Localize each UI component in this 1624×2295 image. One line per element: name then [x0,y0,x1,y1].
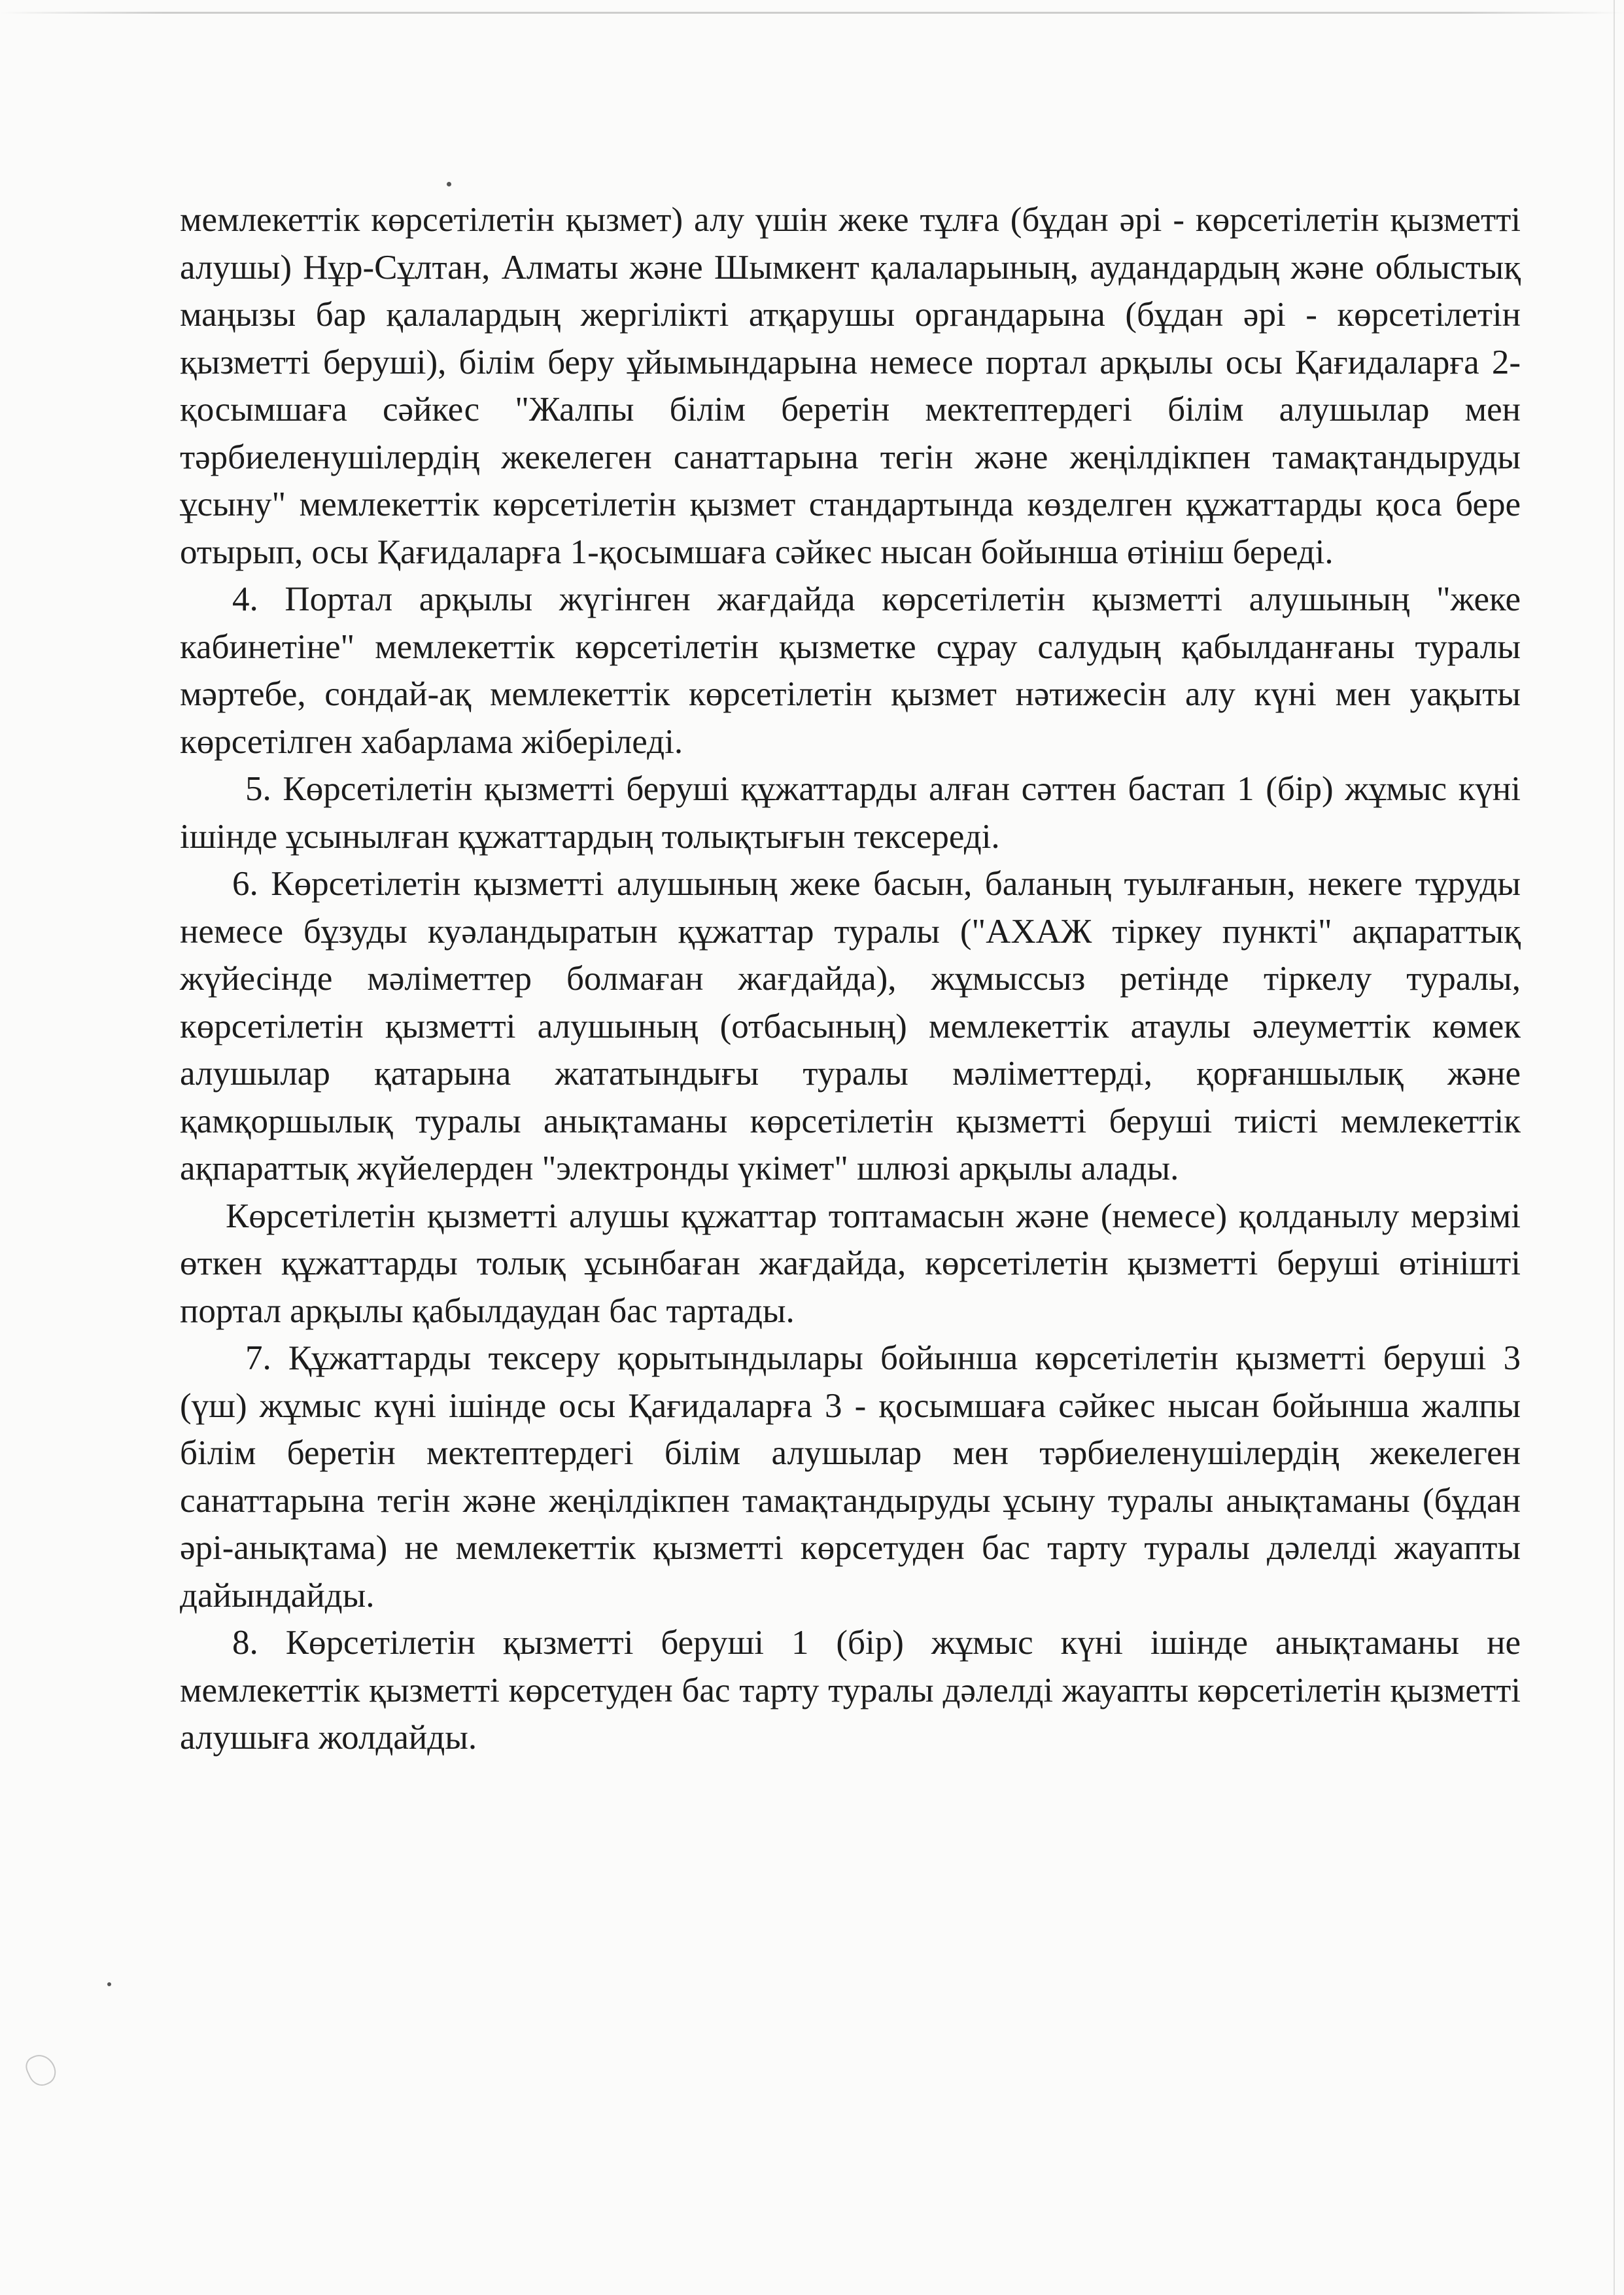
scan-top-edge [0,12,1624,14]
paragraph-6: 6. Көрсетілетін қызметті алушының жеке басын, баланың туылғанын, некеге тұруды немесе бұзуды куәландыратын құжаттар туралы ("АХАЖ тіркеу пункті" ақпараттық жүйесінде мәліметтер болмаған жағдайда), жұмыссыз ретінде тіркелу туралы, көрсетілетін қызметті алушының (отбасының) мемлекеттік атаулы әлеуметтік көмек алушылар қатарына жататындығы туралы мәліметтерді, қорғаншылық және қамқоршылық туралы анықтаманы көрсетілетін қызметті беруші тиісті мемлекеттік ақпараттық жүйелерден "электронды үкімет" шлюзі арқылы алады. [180,865,1521,1187]
paragraph-6-refusal: Көрсетілетін қызметті алушы құжаттар топтамасын және (немесе) қолданылу мерзімі өткен құжаттарды толық ұсынбаған жағдайда, көрсетілетін қызметті беруші өтінішті портал арқылы қабылдаудан бас тартады. [180,1197,1521,1330]
paragraph-7: 7. Құжаттарды тексеру қорытындылары бойынша көрсетілетін қызметті беруші 3 (үш) жұмыс күні ішінде осы Қағидаларға 3 - қосымшаға сәйкес нысан бойынша жалпы білім беретін мектептердегі білім алушылар мен тәрбиеленушілердің жекелеген санаттарына тегін және жеңілдікпен тамақтандыруды ұсыну туралы анықтаманы (бұдан әрі-анықтама) не мемлекеттік қызметті көрсетуден бас тарту туралы дәлелді жауапты дайындайды. [180,1339,1521,1615]
scan-speck [447,182,451,186]
paragraph-4: 4. Портал арқылы жүгінген жағдайда көрсетілетін қызметті алушының "жеке кабинетіне" мемлекеттік көрсетілетін қызметке сұрау салудың қабылданғаны туралы мәртебе, сондай-ақ мемлекеттік көрсетілетін қызмет нәтижесін алу күні мен уақыты көрсетілген хабарлама жіберіледі. [180,580,1521,761]
scan-smudge [22,2050,60,2090]
paragraph-continuation: мемлекеттік көрсетілетін қызмет) алу үшін жеке тұлға (бұдан әрі - көрсетілетін қызметті алушы) Нұр-Сұлтан, Алматы және Шымкент қалаларының, аудандардың және облыстық маңызы бар қалалардың жергілікті атқарушы органдарына (бұдан әрі - көрсетілетін қызметті беруші), білім беру ұйымындарына немесе портал арқылы осы Қағидаларға 2-қосымшаға сәйкес "Жалпы білім беретін мектептердегі білім алушылар мен тәрбиеленушілердің жекелеген санаттарына тегін және жеңілдікпен тамақтандыруды ұсыну" мемлекеттік көрсетілетін қызмет стандартында көзделген құжаттарды қоса бере отырып, осы Қағидаларға 1-қосымшаға сәйкес нысан бойынша өтініш береді. [180,201,1521,571]
paragraph-5: 5. Көрсетілетін қызметті беруші құжаттарды алған сәттен бастап 1 (бір) жұмыс күні ішінде ұсынылған құжаттардың толықтығын тексереді. [180,770,1521,856]
paragraph-8: 8. Көрсетілетін қызметті беруші 1 (бір) жұмыс күні ішінде анықтаманы не мемлекеттік қызметті көрсетуден бас тарту туралы дәлелді жауапты көрсетілетін қызметті алушыға жолдайды. [180,1624,1521,1757]
scan-right-edge [1614,0,1615,2295]
document-page [180,196,1521,1762]
scan-speck [107,1982,111,1986]
